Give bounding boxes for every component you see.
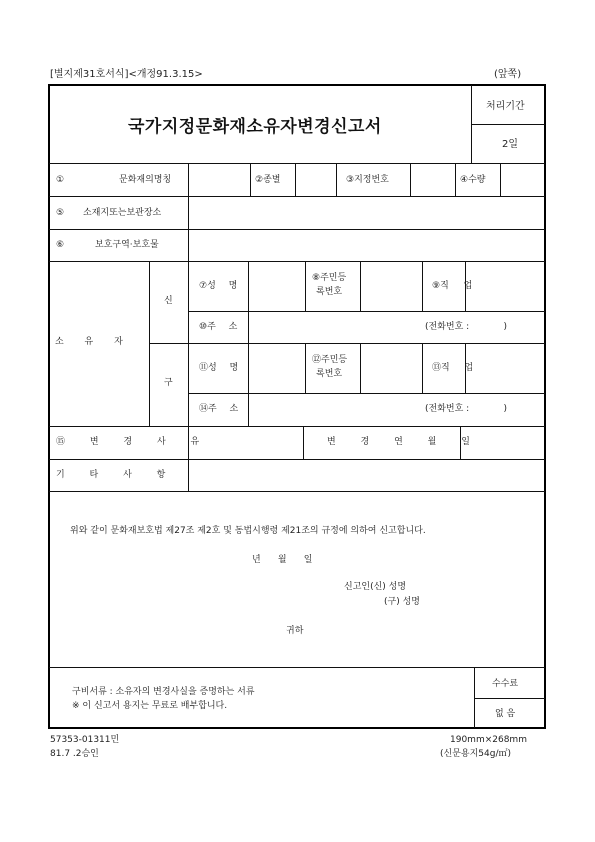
designation-number-label: ③지정번호	[346, 175, 389, 185]
processing-divider	[471, 124, 545, 125]
reporter-new-signature: 신고인(신) 성명	[344, 582, 407, 592]
other-items-label: 기 타 사 항	[56, 470, 166, 480]
required-documents: 구비서류 : 소유자의 변경사실을 증명하는 서류	[72, 687, 255, 697]
change-reason-label: ⑮ 변 경 사 유	[56, 437, 200, 447]
date-line: 년 월 일	[252, 555, 313, 565]
addressee: 귀하	[286, 626, 304, 636]
page-side-label: (앞쪽)	[494, 69, 522, 80]
old-owner-job-label: ⑬직 업	[432, 363, 474, 373]
category-label: ②종별	[255, 175, 281, 185]
quantity-label: ④수량	[460, 175, 486, 185]
location-number: ⑤	[56, 208, 65, 218]
free-distribution-notice: ※ 이 신고서 용지는 무료로 배부합니다.	[72, 701, 228, 711]
heritage-name-text: 문화재의명칭	[119, 175, 172, 185]
new-owner-label: 신	[164, 296, 173, 306]
form-number: [별지제31호서식]<개정91.3.15>	[50, 69, 203, 80]
processing-period-value: 2일	[502, 139, 519, 150]
location-label: 소재지또는보관장소	[83, 208, 162, 218]
new-owner-name-label: ⑦성 명	[199, 281, 238, 291]
fee-label: 수수료	[492, 679, 519, 689]
heritage-name-label: ①	[56, 175, 65, 185]
new-owner-resident-label-1: ⑧주민등	[312, 273, 347, 283]
protection-label: 보호구역·보호물	[95, 240, 159, 250]
processing-period-label: 처리기간	[486, 101, 525, 112]
reporter-old-signature: (구) 성명	[384, 597, 420, 607]
approval-date: 81.7 .2승인	[50, 749, 99, 759]
old-owner-label: 구	[164, 378, 173, 388]
form-code: 57353-01311민	[50, 735, 120, 745]
old-owner-name-label: ⑪성 명	[199, 363, 239, 373]
paper-size: 190mm×268mm	[450, 735, 527, 745]
new-owner-resident-label-2: 록번호	[316, 287, 343, 297]
change-date-label: 변 경 연 월 일	[327, 437, 470, 447]
owner-label: 소 유 자	[55, 337, 123, 347]
form-title: 국가지정문화재소유자변경신고서	[128, 117, 382, 137]
fee-value: 없 음	[495, 709, 516, 719]
new-owner-address-label: ⑩주 소	[199, 322, 238, 332]
old-owner-phone-label: (전화번호 : )	[425, 404, 508, 414]
old-owner-resident-label-1: ⑫주민등	[312, 355, 348, 365]
old-owner-resident-label-2: 록번호	[316, 369, 343, 379]
paper-spec: (신문용지54g/㎡)	[440, 749, 511, 759]
new-owner-phone-label: (전화번호 : )	[425, 322, 508, 332]
protection-number: ⑥	[56, 240, 65, 250]
new-owner-job-label: ⑨직 업	[432, 281, 473, 291]
old-owner-address-label: ⑭주 소	[199, 404, 239, 414]
declaration-text: 위와 같이 문화재보호법 제27조 제2호 및 동법시행령 제21조의 규정에 의하여 신고합니다.	[70, 526, 426, 536]
